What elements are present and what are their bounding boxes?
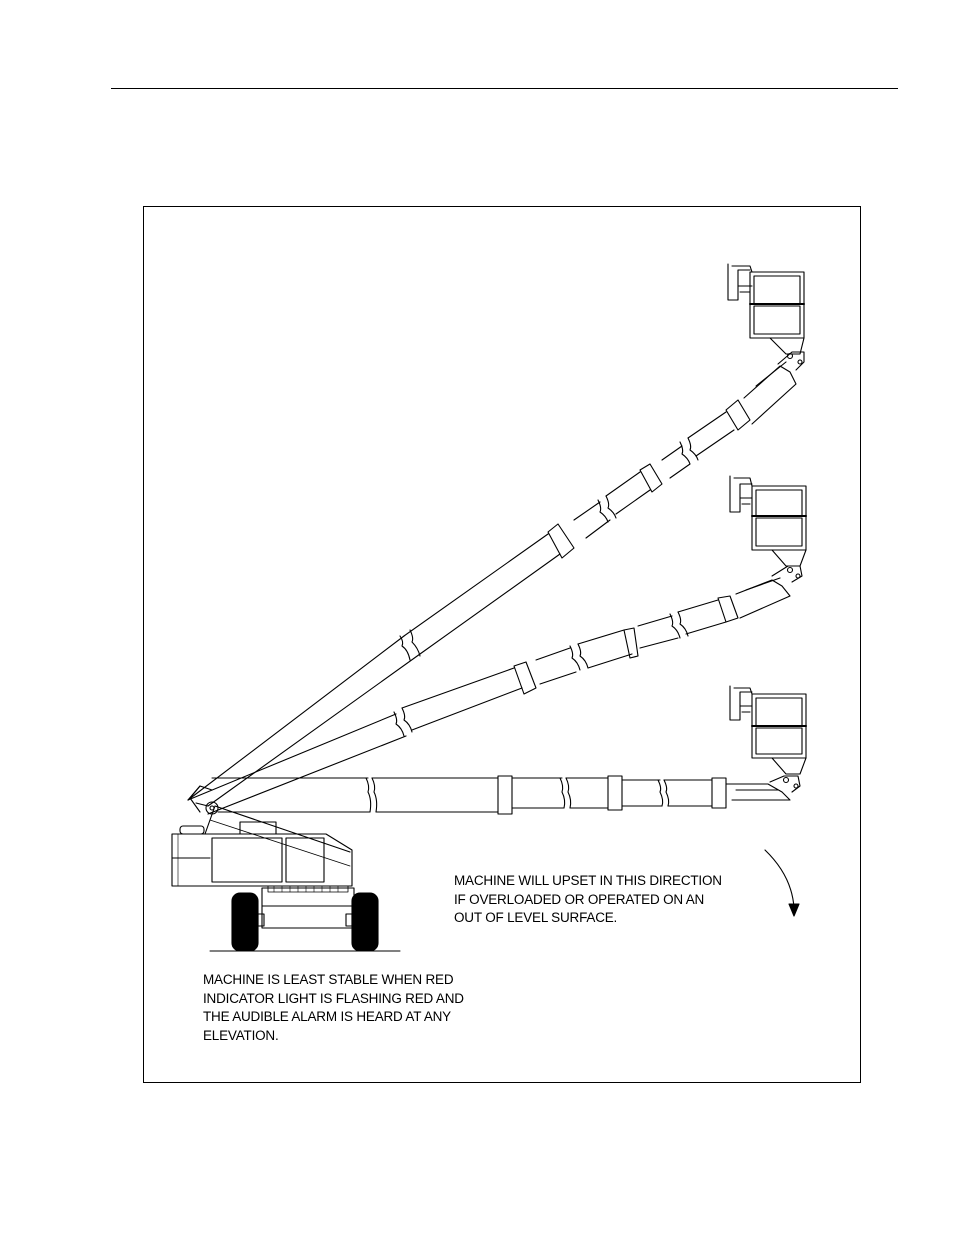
boom-high-position [188,352,804,806]
boom-mid-position [188,566,802,814]
upset-warning-line: OUT OF LEVEL SURFACE. [454,910,618,925]
platform-basket-icon [730,686,806,774]
upset-warning-line: MACHINE WILL UPSET IN THIS DIRECTION [454,873,722,888]
curved-arrow-down-right-icon [765,850,799,916]
platform-basket-icon [728,264,804,354]
boom-low-position [190,776,800,814]
tire-left [232,893,258,951]
stability-warning-line: THE AUDIBLE ALARM IS HEARD AT ANY [203,1009,451,1024]
platform-basket-icon [730,476,806,566]
stability-warning-line: MACHINE IS LEAST STABLE WHEN RED [203,972,454,987]
stability-warning-line: INDICATOR LIGHT IS FLASHING RED AND [203,990,464,1006]
tire-right [352,893,378,951]
stability-warning-callout [203,971,464,1045]
stability-warning-line: ELEVATION. [203,1027,279,1043]
upset-warning-line: IF OVERLOADED OR OPERATED ON AN [454,891,705,907]
boom-lift-machine-icon [172,802,400,951]
upset-warning-callout [454,872,722,928]
